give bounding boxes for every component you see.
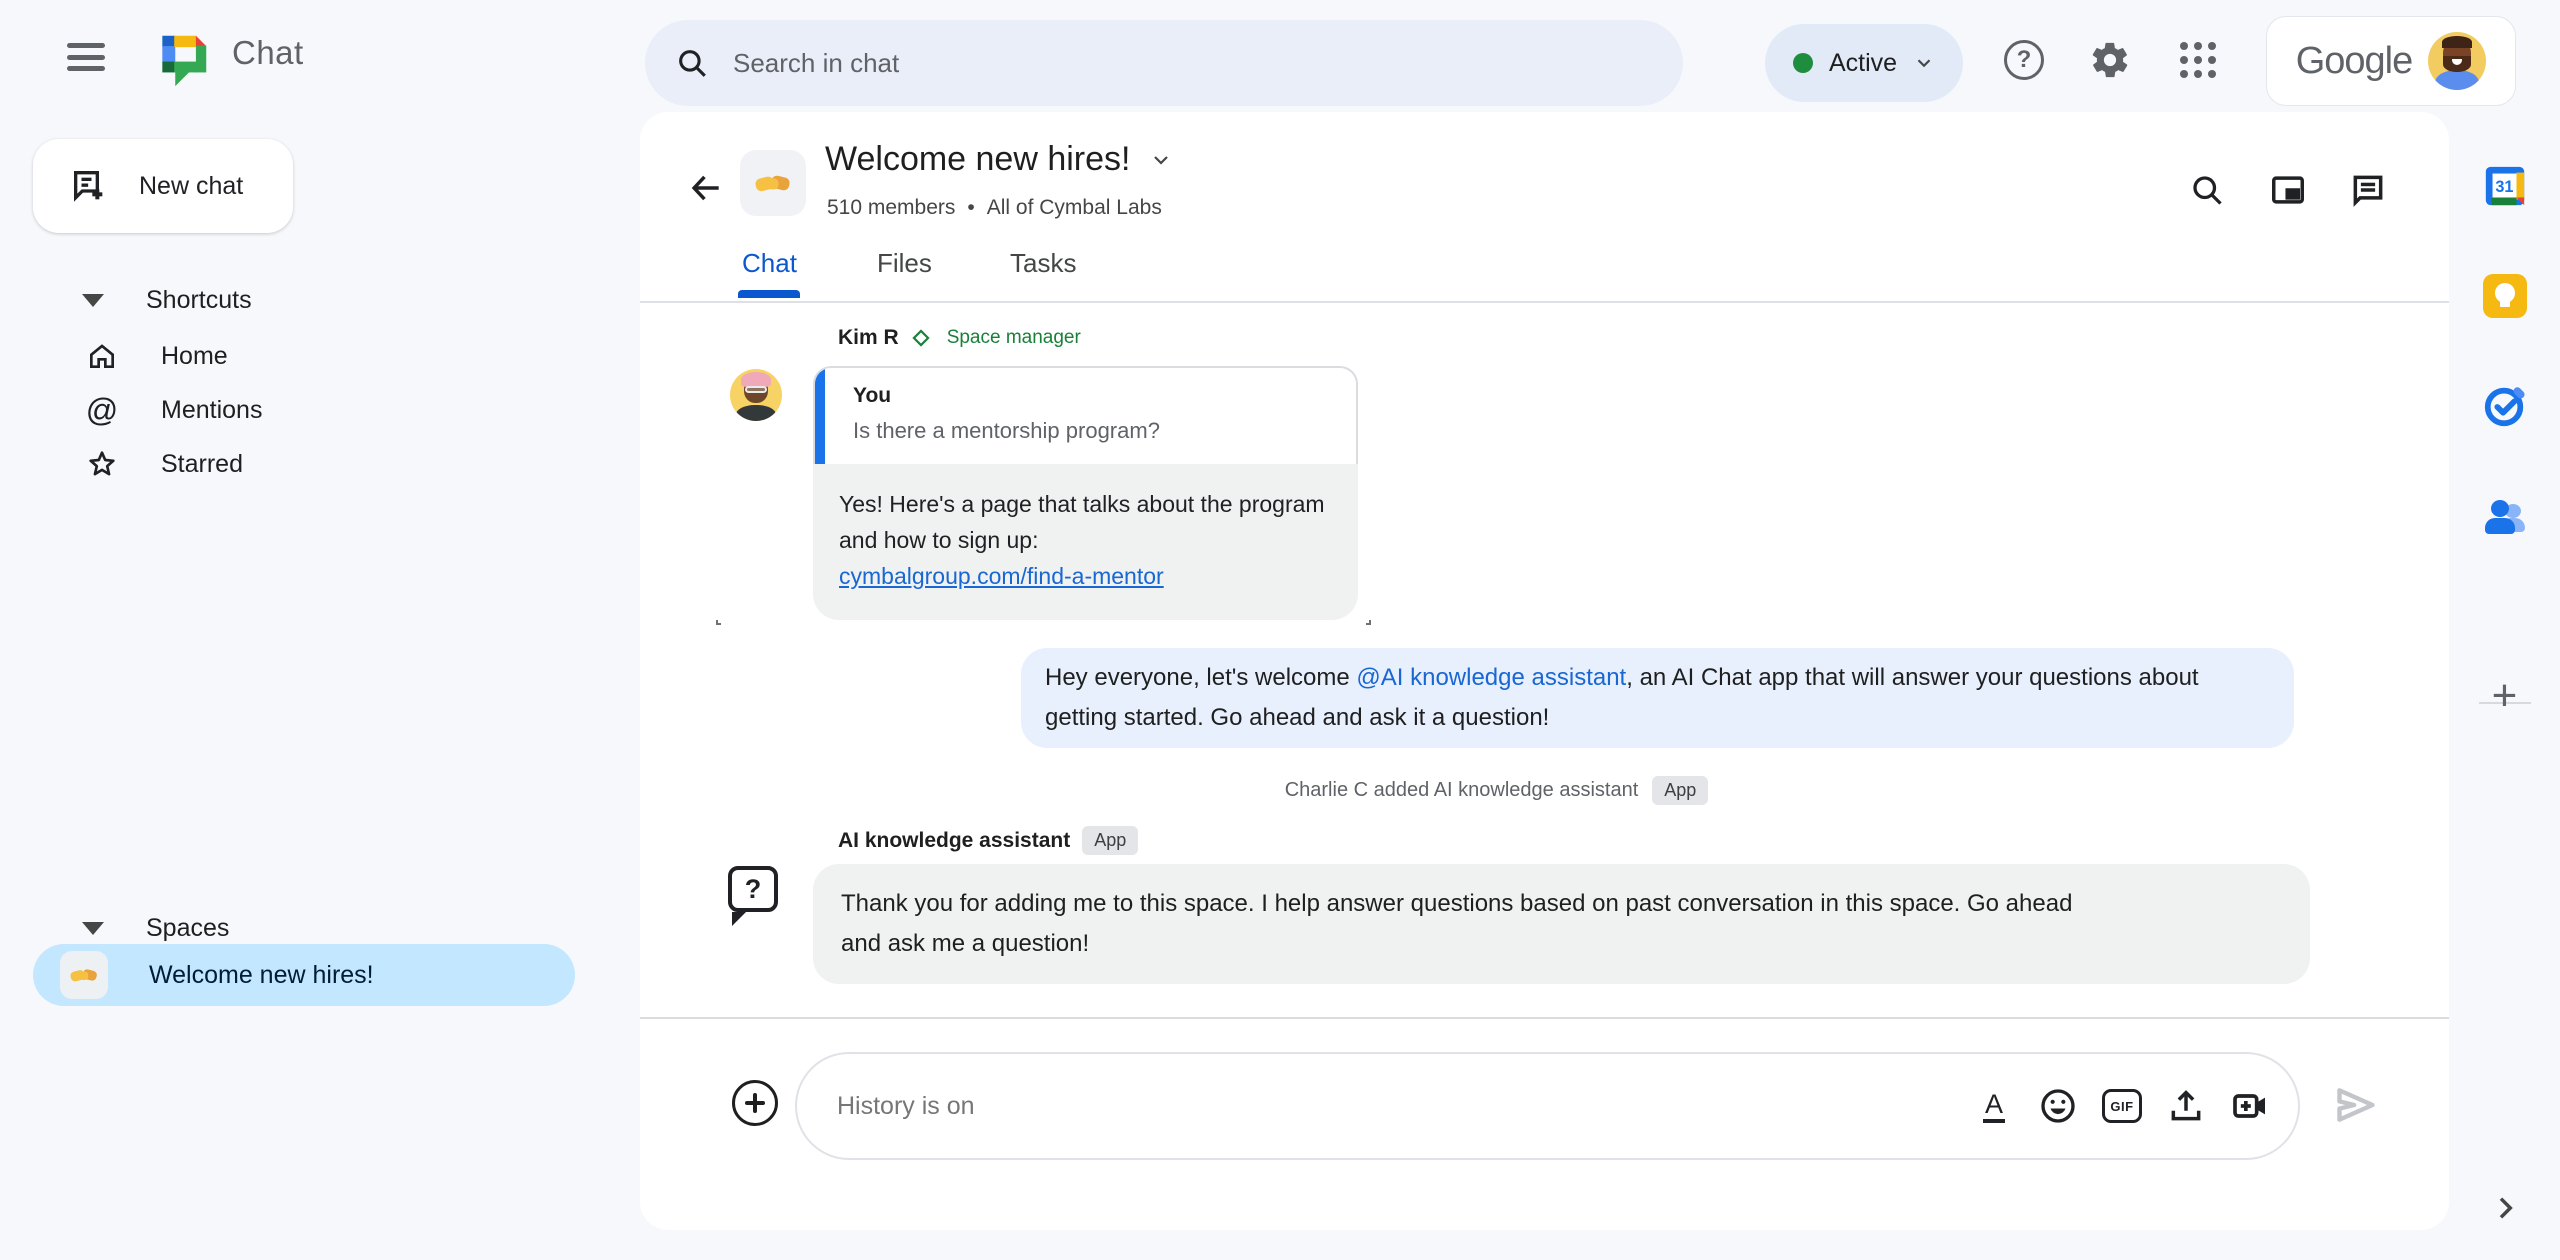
member-count[interactable]: 510 members (827, 196, 956, 219)
space-subtitle (827, 196, 1162, 220)
sidebar-item-label: Starred (161, 449, 243, 478)
sent-message-text: Hey everyone, let's welcome @AI knowledge assistant, an AI Chat app that will answer your questions about getting started. Go ahead and ask it a question! (1045, 664, 2199, 731)
help-icon: ? (2004, 40, 2044, 80)
app-badge: App (1082, 826, 1138, 855)
handshake-emoji-icon (67, 958, 101, 992)
threads-button[interactable] (2342, 164, 2394, 216)
tasks-panel-button[interactable] (2473, 374, 2537, 438)
gear-icon (2089, 39, 2131, 81)
ai-assistant-mention[interactable]: @AI knowledge assistant (1356, 664, 1627, 691)
add-video-icon (2230, 1086, 2270, 1126)
reply-text: Yes! Here's a page that talks about the program and how to sign up: (839, 491, 1325, 553)
message-with-quote[interactable] (813, 366, 1358, 620)
plus-icon: + (2491, 671, 2518, 720)
page-title: Welcome new hires! (825, 140, 1131, 178)
message-sender-row (838, 826, 1138, 855)
chevron-down-icon (1913, 52, 1935, 74)
video-meeting-button[interactable] (2228, 1084, 2272, 1128)
chevron-down-icon (1149, 148, 1173, 172)
sidebar-space-welcome-new-hires[interactable] (33, 944, 575, 1006)
google-account-area[interactable] (2266, 16, 2516, 106)
open-in-popup-button[interactable] (2262, 164, 2314, 216)
help-button[interactable] (1996, 32, 2052, 88)
tab-chat[interactable]: Chat (742, 248, 797, 278)
search-icon (675, 46, 709, 80)
search-in-space-button[interactable] (2181, 164, 2233, 216)
header-divider (640, 301, 2449, 303)
upload-button[interactable] (2164, 1084, 2208, 1128)
search-icon (2189, 172, 2225, 208)
google-calendar-icon (2482, 163, 2528, 209)
upload-icon (2167, 1087, 2205, 1125)
space-manager-diamond-icon (911, 328, 931, 348)
gif-button[interactable] (2100, 1084, 2144, 1128)
home-icon (85, 340, 119, 372)
app-badge: App (1652, 776, 1708, 805)
calendar-panel-button[interactable] (2473, 154, 2537, 218)
system-message-text: Charlie C added AI knowledge assistant (1284, 779, 1639, 801)
quote-accent-bar (815, 368, 825, 464)
ai-avatar-tail (732, 912, 746, 926)
sidebar-item-starred[interactable] (0, 438, 600, 490)
space-emoji-tile (60, 951, 108, 999)
sidebar-item-label: Home (161, 341, 228, 370)
google-keep-icon (2483, 274, 2527, 318)
handshake-emoji-icon (751, 161, 795, 205)
apps-grid-icon (2180, 42, 2216, 78)
shortcuts-section-header[interactable] (0, 274, 600, 326)
avatar-kim-r[interactable] (730, 369, 782, 421)
tab-files[interactable]: Files (877, 248, 932, 278)
shortcuts-header-label: Shortcuts (146, 285, 252, 314)
new-chat-label: New chat (139, 171, 244, 200)
svg-text:31: 31 (2494, 178, 2513, 197)
search-input[interactable] (733, 48, 1593, 79)
quoted-message-card[interactable] (813, 366, 1358, 464)
spaces-header-label: Spaces (146, 913, 230, 942)
quote-author: You (853, 384, 892, 407)
active-status-dot (1793, 53, 1813, 73)
add-attachment-button[interactable] (732, 1080, 778, 1126)
artifact-tick-left (716, 620, 721, 625)
back-arrow-icon (687, 169, 725, 207)
composer-toolbar (1972, 1084, 2272, 1128)
space-title-menu[interactable] (825, 140, 1173, 179)
quote-text: Is there a mentorship program? (853, 418, 1160, 443)
side-panel-rail (2449, 112, 2560, 1260)
sidebar-item-mentions[interactable] (0, 384, 600, 436)
question-mark-glyph: ? (744, 873, 762, 904)
message-sender-row (838, 326, 1081, 350)
contacts-icon (2483, 494, 2527, 538)
chevron-right-icon (2489, 1192, 2521, 1224)
settings-button[interactable] (2082, 32, 2138, 88)
google-chat-logo-icon (152, 28, 214, 90)
sidebar-item-label: Mentions (161, 395, 263, 424)
space-name-label: Welcome new hires! (149, 960, 374, 989)
received-message-text: Thank you for adding me to this space. I help answer questions based on past conversation in this space. Go ahead and ask me a question! (841, 890, 2073, 957)
google-wordmark: Google (2295, 39, 2413, 82)
status-selector[interactable] (1765, 24, 1963, 102)
send-icon (2334, 1083, 2378, 1127)
reply-bubble (813, 464, 1358, 620)
received-message-bubble[interactable] (813, 864, 2310, 984)
mentor-link[interactable]: cymbalgroup.com/find-a-mentor (839, 563, 1164, 589)
sidebar-item-home[interactable] (0, 330, 600, 382)
get-add-ons-button[interactable] (2473, 664, 2537, 728)
sidebar (0, 112, 640, 1260)
expand-panel-button[interactable] (2473, 1176, 2537, 1240)
main-menu-icon[interactable] (62, 38, 110, 76)
sender-name[interactable]: Kim R (838, 326, 899, 349)
space-avatar-tile[interactable] (740, 150, 806, 216)
keep-panel-button[interactable] (2473, 264, 2537, 328)
google-apps-button[interactable] (2170, 32, 2226, 88)
conversation-panel (640, 112, 2449, 1230)
new-chat-button[interactable] (33, 139, 293, 233)
composer-divider (640, 1017, 2449, 1019)
status-label: Active (1829, 48, 1898, 77)
subtitle-dot: • (967, 196, 975, 219)
contacts-panel-button[interactable] (2473, 484, 2537, 548)
top-bar (0, 0, 2560, 112)
collapse-arrow-icon (82, 294, 104, 307)
new-chat-icon (69, 166, 109, 206)
app-title: Chat (232, 34, 304, 71)
message-composer[interactable] (795, 1052, 2300, 1160)
emoji-button[interactable] (2036, 1084, 2080, 1128)
system-message (592, 776, 2401, 805)
active-tab-indicator (738, 290, 800, 298)
mention-icon: @ (85, 391, 119, 428)
format-icon: A (1983, 1089, 2005, 1123)
google-tasks-icon (2482, 383, 2528, 429)
collapse-arrow-icon (82, 922, 104, 935)
ai-assistant-avatar[interactable] (728, 866, 778, 912)
back-button[interactable] (680, 164, 732, 212)
format-text-button[interactable] (1972, 1084, 2016, 1128)
emoji-icon (2038, 1086, 2078, 1126)
send-button[interactable] (2332, 1081, 2380, 1129)
gif-icon: GIF (2102, 1089, 2142, 1123)
account-avatar[interactable] (2428, 32, 2486, 90)
message-input[interactable] (837, 1092, 1972, 1121)
star-icon (85, 448, 119, 480)
sent-message-bubble[interactable] (1021, 648, 2294, 748)
picture-in-picture-icon (2269, 171, 2307, 209)
sender-name[interactable]: AI knowledge assistant (838, 828, 1071, 852)
org-audience: All of Cymbal Labs (986, 196, 1162, 219)
artifact-tick-right (1366, 620, 1371, 625)
search-bar[interactable] (645, 20, 1683, 106)
tab-tasks[interactable]: Tasks (1010, 248, 1077, 278)
role-badge: Space manager (946, 327, 1081, 348)
message-icon (2349, 171, 2387, 209)
